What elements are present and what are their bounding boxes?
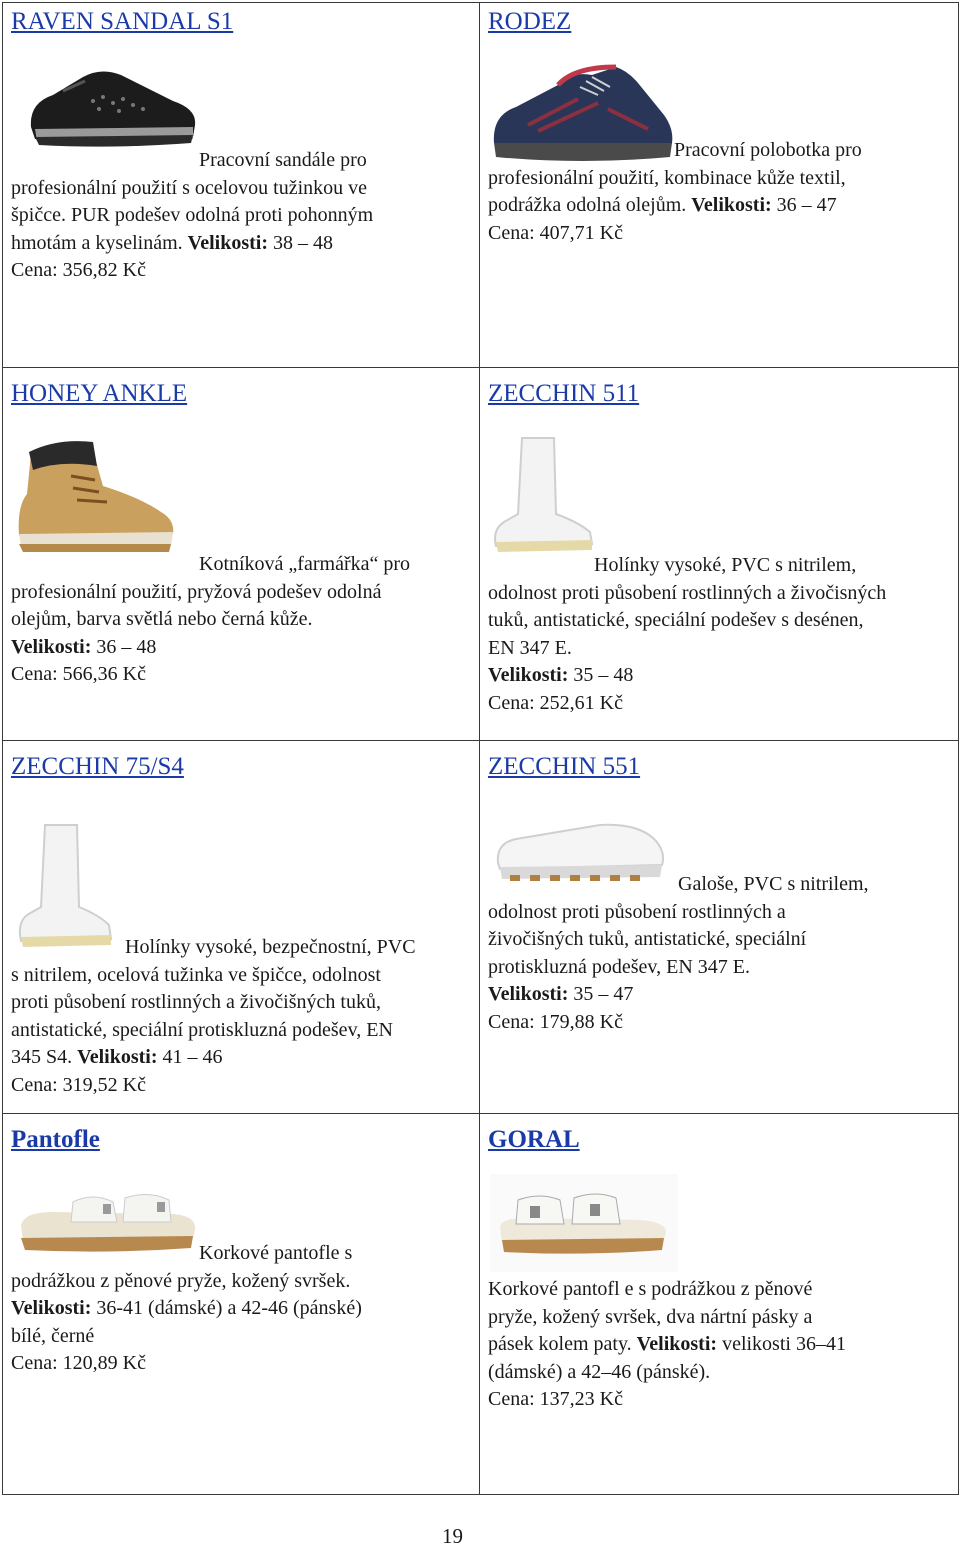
product-title-goral[interactable]: GORAL <box>488 1126 580 1153</box>
price: Cena: 356,82 Kč <box>11 259 146 281</box>
product-table <box>2 2 959 1495</box>
product-title-raven[interactable]: RAVEN SANDAL S1 <box>11 8 234 35</box>
product-desc-goral: Korkové pantofl e s podrážkou z pěnové pryže, kožený svršek, dva nártní pásky a pásek kolem paty. Velikosti: velikosti 36–41 (dámské) a 42–46 (pánské). Cena: 137,23 Kč <box>488 1276 846 1414</box>
product-title-pantofle[interactable]: Pantofle <box>11 1126 100 1153</box>
product-desc-rodez: Pracovní polobotka pro profesionální použití, kombinace kůže textil, podrážka odolná olejům. Velikosti: 36 – 47 Cena: 407,71 Kč <box>488 137 862 247</box>
product-title-zecchin75[interactable]: ZECCHIN 75/S4 <box>11 753 184 780</box>
product-desc-honey: Kotníková „farmářka“ pro profesionální použití, pryžová podešev odolná olejům, barva světlá nebo černá kůže. Velikosti: 36 – 48 Cena: 566,36 Kč <box>11 551 410 689</box>
product-desc-zecchin75: Holínky vysoké, bezpečnostní, PVC s nitrilem, ocelová tužinka ve špičce, odolnost proti působení rostlinných a živočišných tuků, antistatické, speciální protiskluzná podešev, EN 345 S4. Velikosti: 41 – 46 Cena: 319,52 Kč <box>11 934 416 1099</box>
product-desc-zecchin551: Galoše, PVC s nitrilem, odolnost proti působení rostlinných a živočišných tuků, antistatické, speciální protiskluzná podešev, EN 347 E. Velikosti: 35 – 47 Cena: 179,88 Kč <box>488 871 869 1036</box>
price: Cena: 407,71 Kč <box>488 221 623 244</box>
work-sandal-icon <box>23 57 203 152</box>
ankle-boot-icon <box>11 436 179 556</box>
page-number: 19 <box>442 1524 463 1548</box>
product-desc-pantofle: Korkové pantofle s podrážkou z pěnové pryže, kožený svršek. Velikosti: 36-41 (dámské) a 42-46 (pánské) bílé, černé Cena: 120,89 Kč <box>11 1240 362 1378</box>
price: Cena: 120,89 Kč <box>11 1352 146 1374</box>
price: Cena: 137,23 Kč <box>488 1388 623 1410</box>
product-title-rodez[interactable]: RODEZ <box>488 8 572 35</box>
cork-sandal-icon <box>490 1174 678 1272</box>
price: Cena: 319,52 Kč <box>11 1073 146 1096</box>
product-desc-raven: Pracovní sandále pro profesionální použití s ocelovou tužinkou ve špičce. PUR podešev odolná proti pohonným hmotám a kyselinám. Velikosti: 38 – 48 Cena: 356,82 Kč <box>11 147 373 285</box>
price: Cena: 566,36 Kč <box>11 663 146 685</box>
product-desc-zecchin511: Holínky vysoké, PVC s nitrilem, odolnost proti působení rostlinných a živočisných tuků, antistatické, speciální podešev s desénen, EN 347 E. Velikosti: 35 – 48 Cena: 252,61 Kč <box>488 552 886 717</box>
product-title-honey[interactable]: HONEY ANKLE <box>11 380 188 407</box>
white-rubber-boot-icon <box>488 434 598 556</box>
product-title-zecchin551[interactable]: ZECCHIN 551 <box>488 753 641 780</box>
price: Cena: 252,61 Kč <box>488 691 623 714</box>
price: Cena: 179,88 Kč <box>488 1010 623 1033</box>
product-title-zecchin511[interactable]: ZECCHIN 511 <box>488 380 640 407</box>
